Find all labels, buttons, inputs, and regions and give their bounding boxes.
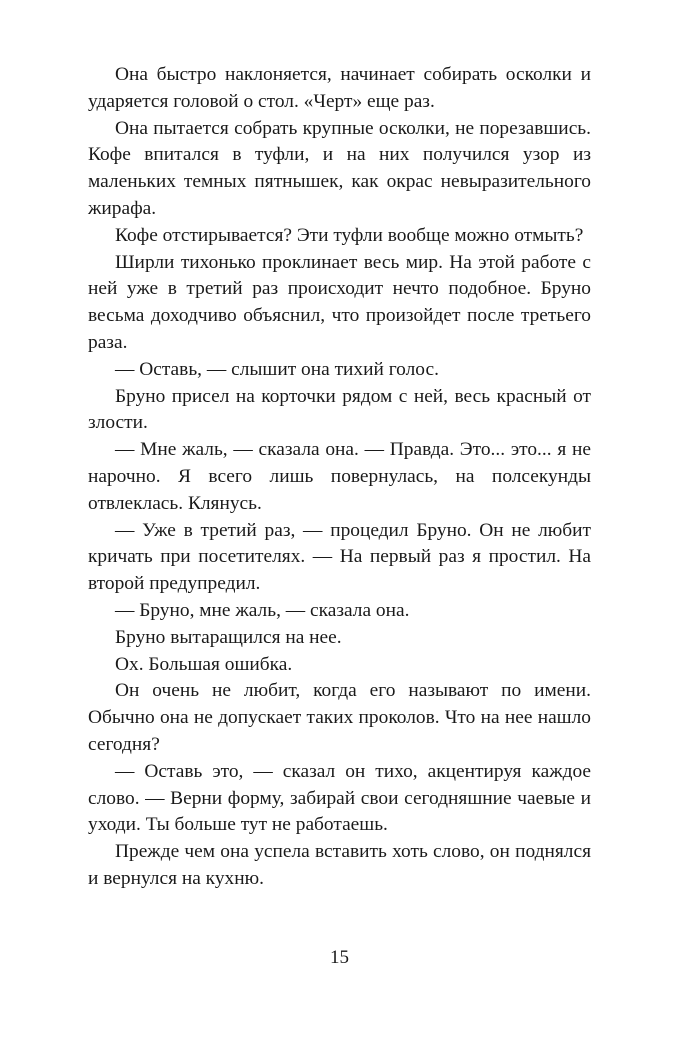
paragraph: — Оставь, — слышит она тихий голос. [115,358,439,380]
paragraph: Она пытается собрать крупные осколки, не порезавшись. Кофе впитался в туфли, и на них получился узор из маленьких темных пятнышек, как окрас невыразительного жирафа. [88,117,591,219]
paragraph: — Бруно, мне жаль, — сказала она. [115,599,410,621]
paragraph: Он очень не любит, когда его называют по имени. Обычно она не допускает таких проколов. Что на нее нашло сегодня? [88,680,591,755]
paragraph: Ширли тихонько проклинает весь мир. На этой работе с ней уже в третий раз происходит нечто подобное. Бруно весьма доходчиво объяснил, что произойдет после третьего раза. [88,251,591,353]
paragraph: Кофе отстирывается? Эти туфли вообще можно отмыть? [115,224,584,246]
page-number: 15 [330,947,349,968]
paragraph: Бруно присел на корточки рядом с ней, весь красный от злости. [88,385,591,434]
paragraph: — Мне жаль, — сказала она. — Правда. Это... это... я не нарочно. Я всего лишь повернулась, на полсекунды отвлеклась. Клянусь. [88,439,591,514]
paragraph: — Оставь это, — сказал он тихо, акцентируя каждое слово. — Верни форму, забирай свои сегодняшние чаевые и уходи. Ты больше тут не работаешь. [88,760,591,836]
paragraph: Ох. Большая ошибка. [115,653,293,675]
paragraph: Она быстро наклоняется, начинает собирать осколки и ударяется головой о стол. «Черт» еще раз. [88,64,591,112]
paragraph: Бруно вытаращился на нее. [115,626,342,648]
page-text-block [88,62,591,893]
paragraph: — Уже в третий раз, — процедил Бруно. Он не любит кричать при посетителях. — На первый раз я простил. На второй предупредил. [88,519,591,595]
paragraph: Прежде чем она успела вставить хоть слово, он поднялся и вернулся на кухню. [88,841,591,889]
